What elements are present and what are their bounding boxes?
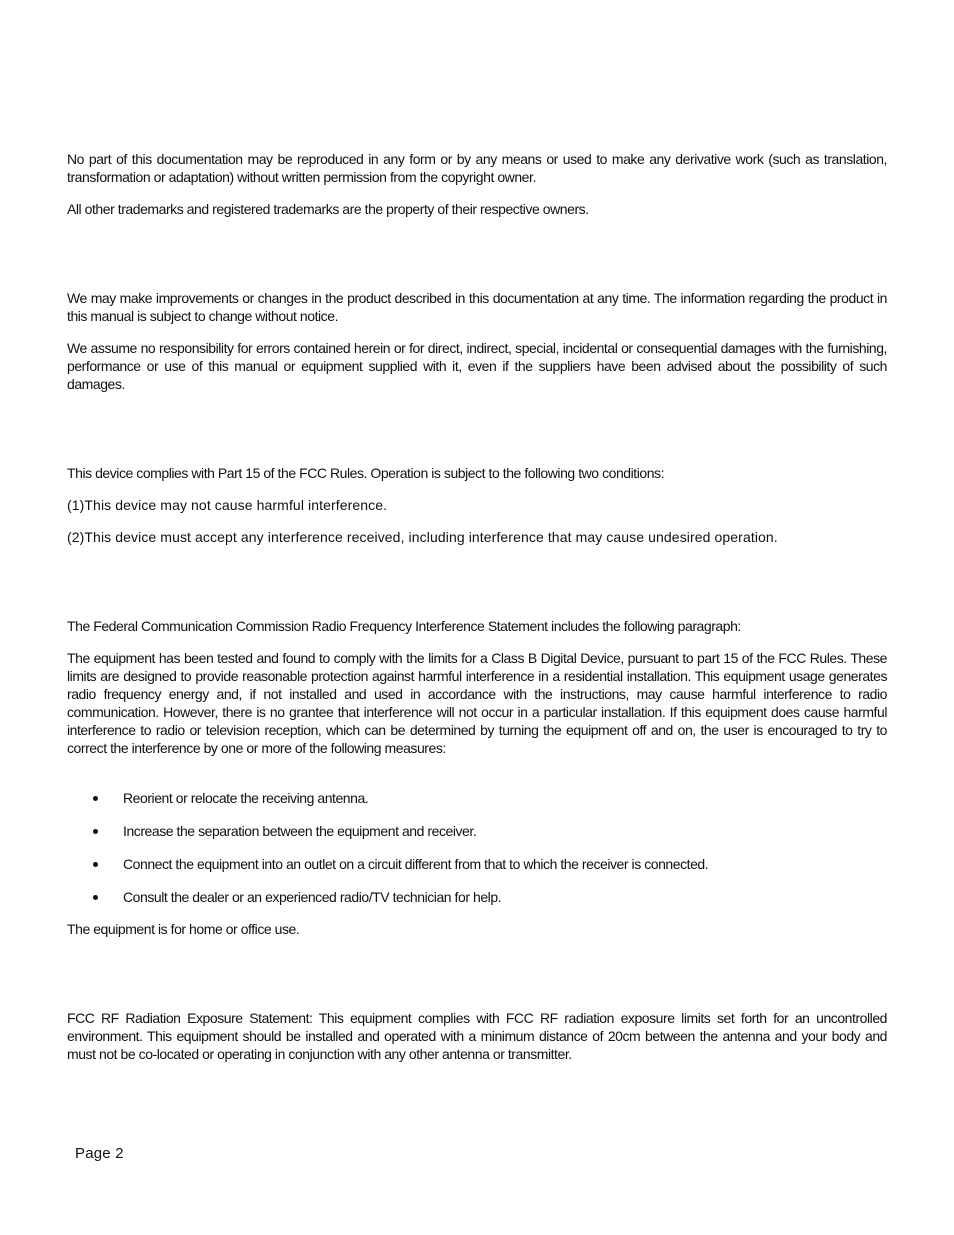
rfi-intro: The Federal Communication Commission Radio Frequency Interference Statement includes the following paragraph: — [67, 618, 741, 634]
fcc-part15-intro: This device complies with Part 15 of the FCC Rules. Operation is subject to the following two conditions: — [67, 465, 665, 481]
bullet-icon — [93, 895, 98, 900]
fcc-condition-2: (2)This device must accept any interference received, including interference that may cause undesired operation. — [67, 529, 778, 545]
rf-exposure-statement: FCC RF Radiation Exposure Statement: This equipment complies with FCC RF radiation exposure limits set forth for an uncontrolled environment. This equipment should be installed and operated with a minimum distance of 20cm between the antenna and your body and must not be co-located or operating in conjunction with any other antenna or transmitter. — [67, 1010, 887, 1062]
bullet-icon — [93, 796, 98, 801]
bullet-icon — [93, 829, 98, 834]
improvements-paragraph: We may make improvements or changes in the product described in this documentation at any time. The information regarding the product in this manual is subject to change without notice. — [67, 290, 887, 324]
rfi-body-paragraph: The equipment has been tested and found to comply with the limits for a Class B Digital Device, pursuant to part 15 of the FCC Rules. These limits are designed to provide reasonable protection against harmful interference in a residential installation. This equipment usage generates radio frequency energy and, if not installed and used in accordance with the instructions, may cause harmful interference to radio communication. However, there is no grantee that interference will not occur in a particular installation. If this equipment does cause harmful interference to radio or television reception, which can be determined by turning the equipment off and on, the user is encouraged to try to correct the interference by one or more of the following measures: — [67, 650, 887, 756]
trademarks-paragraph: All other trademarks and registered trademarks are the property of their respective owners. — [67, 201, 589, 217]
measure-text: Reorient or relocate the receiving antenna. — [123, 790, 369, 806]
fcc-condition-1: (1)This device may not cause harmful interference. — [67, 497, 388, 513]
page-number: Page 2 — [75, 1145, 124, 1162]
rfi-closing: The equipment is for home or office use. — [67, 921, 300, 937]
measure-text: Increase the separation between the equipment and receiver. — [123, 823, 477, 839]
measure-text: Connect the equipment into an outlet on a circuit different from that to which the receiver is connected. — [123, 856, 709, 872]
measure-text: Consult the dealer or an experienced radio/TV technician for help. — [123, 889, 502, 905]
copyright-paragraph: No part of this documentation may be reproduced in any form or by any means or used to make any derivative work (such as translation, transformation or adaptation) without written permission from the copyright owner. — [67, 151, 887, 185]
bullet-icon — [93, 862, 98, 867]
liability-paragraph: We assume no responsibility for errors contained herein or for direct, indirect, special, incidental or consequential damages with the furnishing, performance or use of this manual or equipment supplied with it, even if the suppliers have been advised about the possibility of such damages. — [67, 340, 887, 392]
